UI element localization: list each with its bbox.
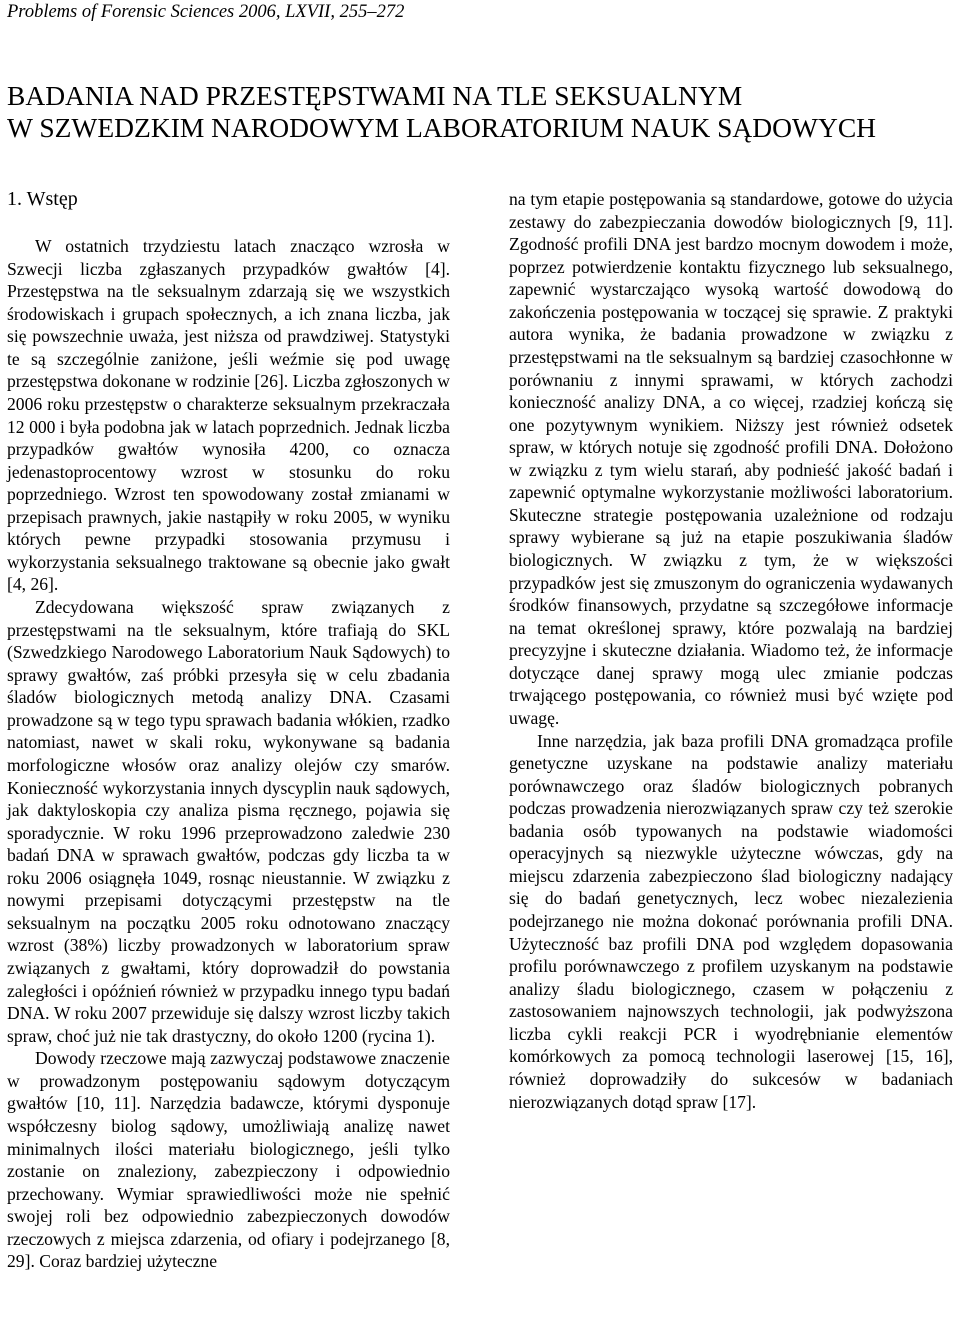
journal-citation: Problems of Forensic Sciences 2006, LXVII, 255–272	[7, 2, 405, 22]
right-column	[509, 188, 953, 1113]
article-title-line-1: BADANIA NAD PRZESTĘPSTWAMI NA TLE SEKSUALNYM	[7, 80, 743, 111]
paragraph: Dowody rzeczowe mają zazwyczaj podstawowe znaczenie w prowadzonym postępowaniu sądowym dotyczącym gwałtów [10, 11]. Narzędzia badawcze, którymi dysponuje współczesny biolog sądowy, umożliwiają analizę nawet minimalnych ilości materiału biologicznego, jeśli tylko zostanie on znaleziony, zabezpieczony i odpowiednio przechowany. Wymiar sprawiedliwości może nie spełnić swojej roli bez odpowiednio zabezpieczonych dowodów rzeczowych z miejsca zdarzenia, od ofiary i podejrzanego [8, 29]. Coraz bardziej użyteczne	[7, 1048, 450, 1272]
paragraph: Inne narzędzia, jak baza profili DNA gromadząca profile genetyczne uzyskane na podstawie analizy materiału porównawczego oraz śladów biologicznych pobranych podczas prowadzenia nierozwiązanych spraw czy też szerokie badania osób typowanych na podstawie wiadomości operacyjnych są niezwykle użyteczne wówczas, gdy na miejscu zdarzenia zabezpieczono ślad biologiczny nadający się do badań genetycznych, lecz wobec niezalezienia podejrzanego nie można dokonać porównania profili DNA. Użyteczność baz profili DNA pod względem dopasowania profilu porównawczego z profilem uzyskanym na podstawie analizy śladu biologicznego, czasem w połączeniu z zastosowaniem najnowszych technologii, jak podwyższona liczba cykli reakcji PCR i wyodrębnianie elementów komórkowych za pomocą technologii laserowej [15, 16], również doprowadziły do sukcesów w badaniach nierozwiązanych dotąd spraw [17].	[509, 730, 953, 1112]
paragraph: na tym etapie postępowania są standardowe, gotowe do użycia zestawy do zabezpieczania dowodów biologicznych [9, 11]. Zgodność profili DNA jest bardzo mocnym dowodem i może, poprzez potwierdzenie kontaktu fizycznego lub seksualnego, zapewnić wystarczająco wysoką wartość dowodową do zakończenia postępowania w toczącej się sprawie. Z praktyki autora wynika, że badania prowadzone w związku z przestępstwami na tle seksualnym są bardziej czasochłonne w porównaniu z innymi sprawami, w których zachodzi konieczność analizy DNA, a co więcej, rzadziej kończą się one pozytywnym wynikiem. Niższy jest również odsetek spraw, w których notuje się zgodność profili DNA. Dołożono w związku z tym wielu starań, aby podnieść jakość badań i zapewnić optymalne wykorzystanie możliwości laboratorium. Skuteczne strategie postępowania uzależnione od rodzaju sprawy wybierane są już na etapie poszukiwania śladów biologicznych. W związku z tym, że w większości przypadków jest się zmuszonym do ograniczenia wydawanych środków finansowych, przydatne są szczegółowe informacje na temat określonej sprawy, które pozwalają na bardziej precyzyjne i skuteczne działania. Wiadomo też, że informacje dotyczące danej sprawy mogą ulec zmianie podczas trwającego postępowania, co również musi być wzięte pod uwagę.	[509, 189, 953, 728]
paragraph: W ostatnich trzydziestu latach znacząco wzrosła w Szwecji liczba zgłaszanych przypadków gwałtów [4]. Przestępstwa na tle seksualnym zdarzają się we wszystkich środowiskach i grupach społecznych, a ich znana liczba, jak się powszechnie uważa, jest niższa od prawdziwej. Statystyki te są szczególnie zaniżone, jeśli weźmie się pod uwagę przestępstwa dokonane w rodzinie [26]. Liczba zgłoszonych w 2006 roku przestępstw o charakterze seksualnym przekraczała 12 000 i była podobna jak w latach poprzednich. Jednak liczba przypadków gwałtów wynosiła 4200, co oznacza jedenastoprocentowy wzrost w stosunku do roku poprzedniego. Wzrost ten spowodowany został zmianami w przepisach prawnych, jakie nastąpiły w roku 2005, w wyniku których pewne przypadki stosowania przymusu i wykorzystania seksualnego traktowane są obecnie jako gwałt [4, 26].	[7, 236, 450, 595]
article-title-line-2: W SZWEDZKIM NARODOWYM LABORATORIUM NAUK SĄDOWYCH	[7, 112, 877, 143]
paragraph: Zdecydowana większość spraw związanych z przestępstwami na tle seksualnym, które trafiają do SKL (Szwedzkiego Narodowego Laboratorium Nauk Sądowych) to sprawy gwałtów, zaś próbki przesyła się w celu zbadania śladów biologicznych metodą analizy DNA. Czasami prowadzone są w tego typu sprawach badania włókien, rzadko natomiast, nawet w skali roku, wykonywane są badania morfologiczne włosów oraz analizy olejów czy smarów. Konieczność wykorzystania innych dyscyplin nauk sądowych, jak daktyloskopia czy analiza pisma ręcznego, pojawia się sporadycznie. W roku 1996 przeprowadzono zaledwie 230 badań DNA w sprawach gwałtów, podczas gdy liczba ta w roku 2006 osiągnęła 1049, rosnąc nieustannie. W związku z nowymi przepisami dotyczącymi przestępstw na tle seksualnym na początku 2005 roku odnotowano znaczący wzrost (38%) liczby prowadzonych w laboratorium spraw związanych z gwałtami, który doprowadził do powstania zaległości i opóźnień również w przypadku innego typu badań DNA. W roku 2007 przewiduje się dalszy wzrost liczby takich spraw, choć już nie tak drastyczny, do około 1200 (rycina 1).	[7, 597, 450, 1046]
article-title	[7, 80, 876, 144]
left-column	[7, 235, 450, 1273]
section-heading: 1. Wstęp	[7, 188, 78, 210]
